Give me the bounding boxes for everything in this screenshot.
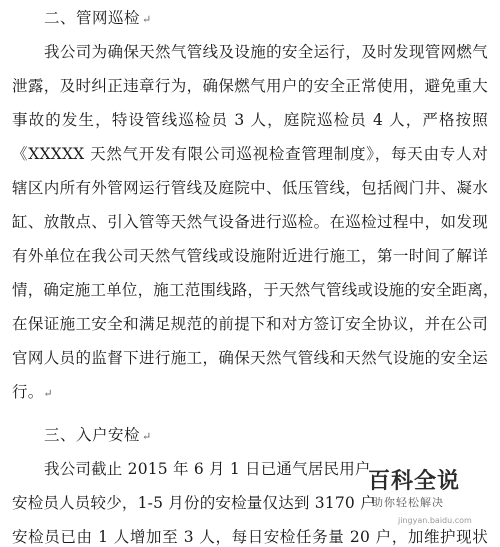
watermark-url: jingyan.baidu.com <box>398 516 472 525</box>
body-line: 泄露，及时纠正违章行为，确保燃气用户的安全正常使用，避免重大 <box>12 77 488 95</box>
baike-watermark-logo <box>362 462 494 534</box>
body-line: 官网人员的监督下进行施工，确保天然气管线和天然气设施的安全运 <box>12 349 488 367</box>
section-heading-home-inspection: 三、入户安检 ↵ <box>44 426 152 444</box>
body-line: 缸、放散点、引入管等天然气设备进行巡检。在巡检过程中，如发现 <box>12 213 488 231</box>
body-line: 安检员人员较少，1-5 月份的安检量仅达到 3170 户 <box>12 494 376 512</box>
body-line: 在保证施工安全和满足规范的前提下和对方签订安全协议，并在公司 <box>12 315 488 333</box>
body-line: 《XXXXX 天然气开发有限公司巡视检查管理制度》，每天由专人对 <box>12 145 488 163</box>
body-line: 我公司截止 2015 年 6 月 1 日已通气居民用户 <box>44 460 371 478</box>
watermark-subtitle: 助你轻松解决 <box>372 496 444 509</box>
paragraph-mark-icon: ↵ <box>142 430 152 443</box>
paragraph-mark-icon: ↵ <box>142 13 152 26</box>
body-line-last: 行。↵ <box>12 383 53 401</box>
paragraph-mark-icon: ↵ <box>43 387 53 400</box>
body-line: 情，确定施工单位，施工范围线路，于天然气管线或设施的安全距离， <box>12 281 499 299</box>
body-line: 我公司为确保天然气管线及设施的安全运行，及时发现管网燃气 <box>44 43 488 61</box>
body-line: 有外单位在我公司天然气管线或设施附近进行施工，第一时间了解详 <box>12 247 488 265</box>
watermark-title: 百科全说 <box>368 469 461 494</box>
body-line: 事故的发生，特设管线巡检员 3 人，庭院巡检员 4 人，严格按照 <box>12 111 488 129</box>
body-line: 辖区内所有外管网运行管线及庭院中、低压管线，包括阀门井、凝水 <box>12 179 488 197</box>
section-heading-pipeline-inspection: 二、管网巡检 ↵ <box>44 9 152 27</box>
body-line-partial: 安检员已由 1 人增加至 3 人，每日安检任务量 20 户，加维护现状 <box>12 528 488 546</box>
